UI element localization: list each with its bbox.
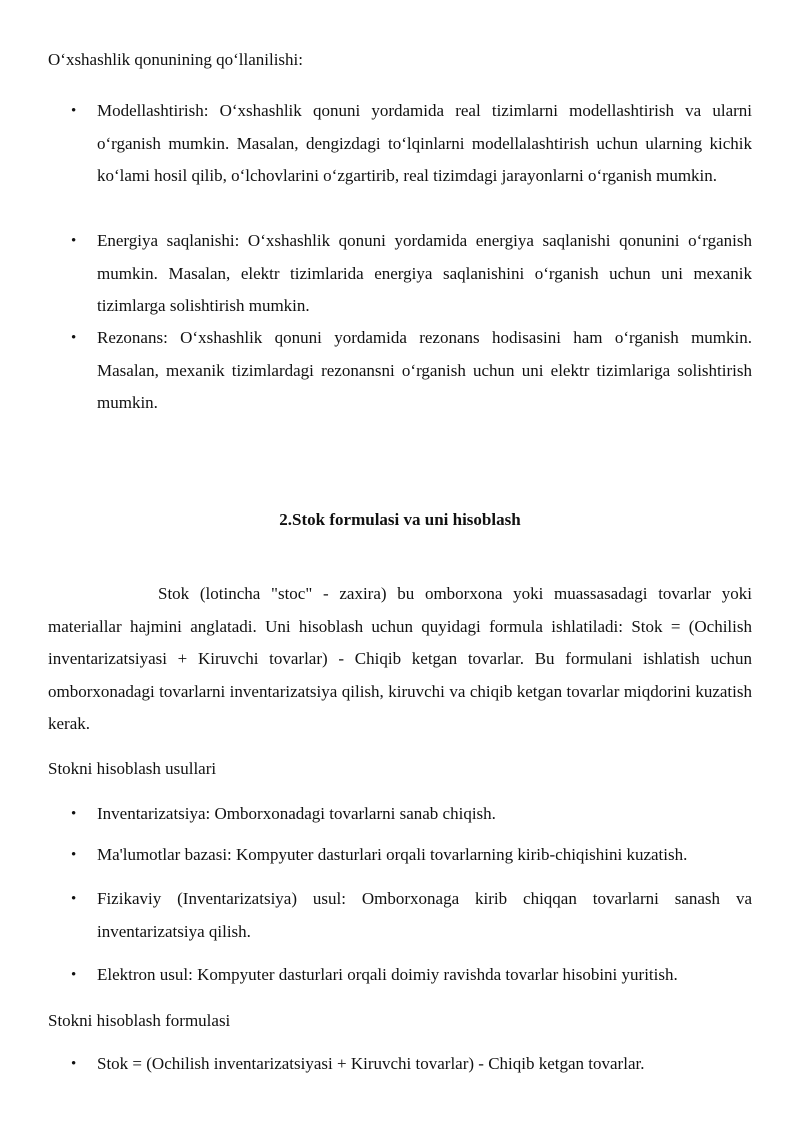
list-item-text: Modellashtirish: O‘xshashlik qonuni yordamida real tizimlarni modellashtirish va ularni o‘rganish mumkin. Masalan, dengizdagi to‘lqinlarni modellalashtirish uchun ularning kichik ko‘lami hosil qilib, o‘lchovlarini o‘zgartirib, real tizimdagi jarayonlarni o‘rganish mumkin. (97, 101, 752, 185)
bullet-icon: • (71, 967, 77, 983)
bullet-icon: • (71, 806, 77, 822)
list-item-fizikaviy (71, 883, 752, 948)
list-item-text: Elektron usul: Kompyuter dasturlari orqali doimiy ravishda tovarlar hisobini yuritish. (97, 965, 678, 984)
bullet-icon: • (71, 233, 77, 249)
list-item-text: Stok = (Ochilish inventarizatsiyasi + Kiruvchi tovarlar) - Chiqib ketgan tovarlar. (97, 1054, 645, 1073)
list-item-malumotlar-bazasi (71, 839, 752, 872)
formula-heading: Stokni hisoblash formulasi (48, 1011, 231, 1030)
list-item-inventarizatsiya (71, 798, 752, 831)
list-item-text: Inventarizatsiya: Omborxonadagi tovarlarni sanab chiqish. (97, 804, 496, 823)
list-item-text: Ma'lumotlar bazasi: Kompyuter dasturlari orqali tovarlarning kirib-chiqishini kuzatish. (97, 845, 688, 864)
bullet-icon: • (71, 847, 77, 863)
list-item-formula (71, 1048, 752, 1081)
list-item-text: Rezonans: O‘xshashlik qonuni yordamida rezonans hodisasini ham o‘rganish mumkin. Masalan, mexanik tizimlardagi rezonansni o‘rganish uchun uni elektr tizimlariga solishtirish mumkin. (97, 328, 752, 412)
bullet-icon: • (71, 330, 77, 346)
list-item-text: Fizikaviy (Inventarizatsiya) usul: Omborxonaga kirib chiqqan tovarlarni sanash va inventarizatsiya qilish. (97, 889, 752, 941)
bullet-icon: • (71, 1056, 77, 1072)
list-item-modellashtirish (71, 95, 752, 193)
intro-heading: O‘xshashlik qonunining qo‘llanilishi: (48, 50, 303, 69)
stok-paragraph (48, 578, 752, 741)
list-item-energiya (71, 225, 752, 323)
list-item-rezonans (71, 322, 752, 420)
section-title: 2.Stok formulasi va uni hisoblash (279, 510, 521, 529)
list-item-elektron (71, 959, 752, 992)
bullet-icon: • (71, 891, 77, 907)
methods-heading: Stokni hisoblash usullari (48, 759, 217, 778)
bullet-icon: • (71, 103, 77, 119)
stok-paragraph-text: Stok (lotincha "stoc" - zaxira) bu omborxona yoki muassasadagi tovarlar yoki materiallar hajmini anglatadi. Uni hisoblash uchun quyidagi formula ishlatiladi: Stok = (Ochilish inventarizatsiyasi + Kiruvchi tovarlar) - Chiqib ketgan tovarlar. Bu formulani ishlatish uchun omborxonadagi tovarlarni inventarizatsiya qilish, kiruvchi va chiqib ketgan tovarlar miqdorini kuzatish kerak. (48, 584, 752, 733)
list-item-text: Energiya saqlanishi: O‘xshashlik qonuni yordamida energiya saqlanishi qonunini o‘rganish mumkin. Masalan, elektr tizimlarida energiya saqlanishini o‘rganish uchun uni mexanik tizimlarga solishtirish mumkin. (97, 231, 752, 315)
